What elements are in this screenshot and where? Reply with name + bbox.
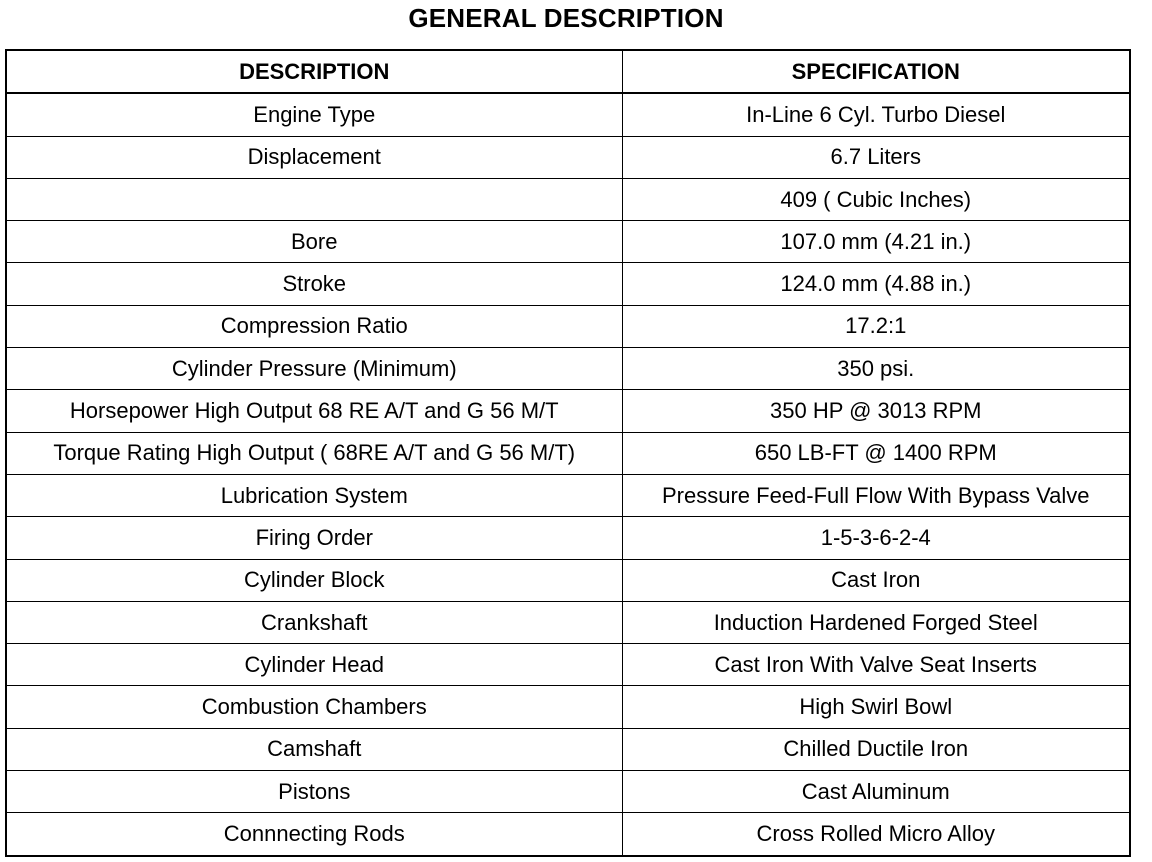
description-cell: Pistons <box>6 771 622 813</box>
table-row <box>6 263 1130 305</box>
table-row <box>6 221 1130 263</box>
specification-cell: 350 HP @ 3013 RPM <box>622 390 1130 432</box>
description-cell: Crankshaft <box>6 601 622 643</box>
specification-cell: Cast Aluminum <box>622 771 1130 813</box>
description-cell: Displacement <box>6 136 622 178</box>
table-row <box>6 93 1130 136</box>
specification-cell: Cast Iron <box>622 559 1130 601</box>
specification-cell: 107.0 mm (4.21 in.) <box>622 221 1130 263</box>
column-header-description: DESCRIPTION <box>6 50 622 93</box>
description-cell: Stroke <box>6 263 622 305</box>
table-row <box>6 559 1130 601</box>
specification-cell: Pressure Feed-Full Flow With Bypass Valve <box>622 474 1130 516</box>
description-cell: Connnecting Rods <box>6 813 622 856</box>
table-row <box>6 305 1130 347</box>
table-row <box>6 432 1130 474</box>
description-cell: Lubrication System <box>6 474 622 516</box>
table-row <box>6 771 1130 813</box>
specification-cell: Chilled Ductile Iron <box>622 728 1130 770</box>
specification-cell: In-Line 6 Cyl. Turbo Diesel <box>622 93 1130 136</box>
specification-cell: Induction Hardened Forged Steel <box>622 601 1130 643</box>
specification-cell: 6.7 Liters <box>622 136 1130 178</box>
specification-cell: 124.0 mm (4.88 in.) <box>622 263 1130 305</box>
specification-cell: Cross Rolled Micro Alloy <box>622 813 1130 856</box>
table-row <box>6 136 1130 178</box>
description-cell: Combustion Chambers <box>6 686 622 728</box>
description-cell: Bore <box>6 221 622 263</box>
description-cell: Cylinder Head <box>6 644 622 686</box>
table-row <box>6 390 1130 432</box>
description-cell <box>6 178 622 220</box>
specification-cell: 650 LB-FT @ 1400 RPM <box>622 432 1130 474</box>
specification-cell: 1-5-3-6-2-4 <box>622 517 1130 559</box>
table-header-row <box>6 50 1130 93</box>
specification-cell: 350 psi. <box>622 348 1130 390</box>
specification-cell: Cast Iron With Valve Seat Inserts <box>622 644 1130 686</box>
description-cell: Engine Type <box>6 93 622 136</box>
column-header-specification: SPECIFICATION <box>622 50 1130 93</box>
table-row <box>6 474 1130 516</box>
table-row <box>6 178 1130 220</box>
specification-cell: 409 ( Cubic Inches) <box>622 178 1130 220</box>
specification-cell: High Swirl Bowl <box>622 686 1130 728</box>
description-cell: Cylinder Pressure (Minimum) <box>6 348 622 390</box>
table-row <box>6 686 1130 728</box>
description-cell: Camshaft <box>6 728 622 770</box>
description-cell: Torque Rating High Output ( 68RE A/T and G 56 M/T) <box>6 432 622 474</box>
table-row <box>6 517 1130 559</box>
description-cell: Horsepower High Output 68 RE A/T and G 56 M/T <box>6 390 622 432</box>
table-body <box>6 93 1130 855</box>
page-title: GENERAL DESCRIPTION <box>408 3 724 33</box>
table-row <box>6 644 1130 686</box>
table-row <box>6 813 1130 856</box>
description-cell: Firing Order <box>6 517 622 559</box>
description-cell: Cylinder Block <box>6 559 622 601</box>
table-row <box>6 348 1130 390</box>
table-row <box>6 728 1130 770</box>
table-row <box>6 601 1130 643</box>
specification-cell: 17.2:1 <box>622 305 1130 347</box>
specification-table <box>5 49 1131 857</box>
description-cell: Compression Ratio <box>6 305 622 347</box>
